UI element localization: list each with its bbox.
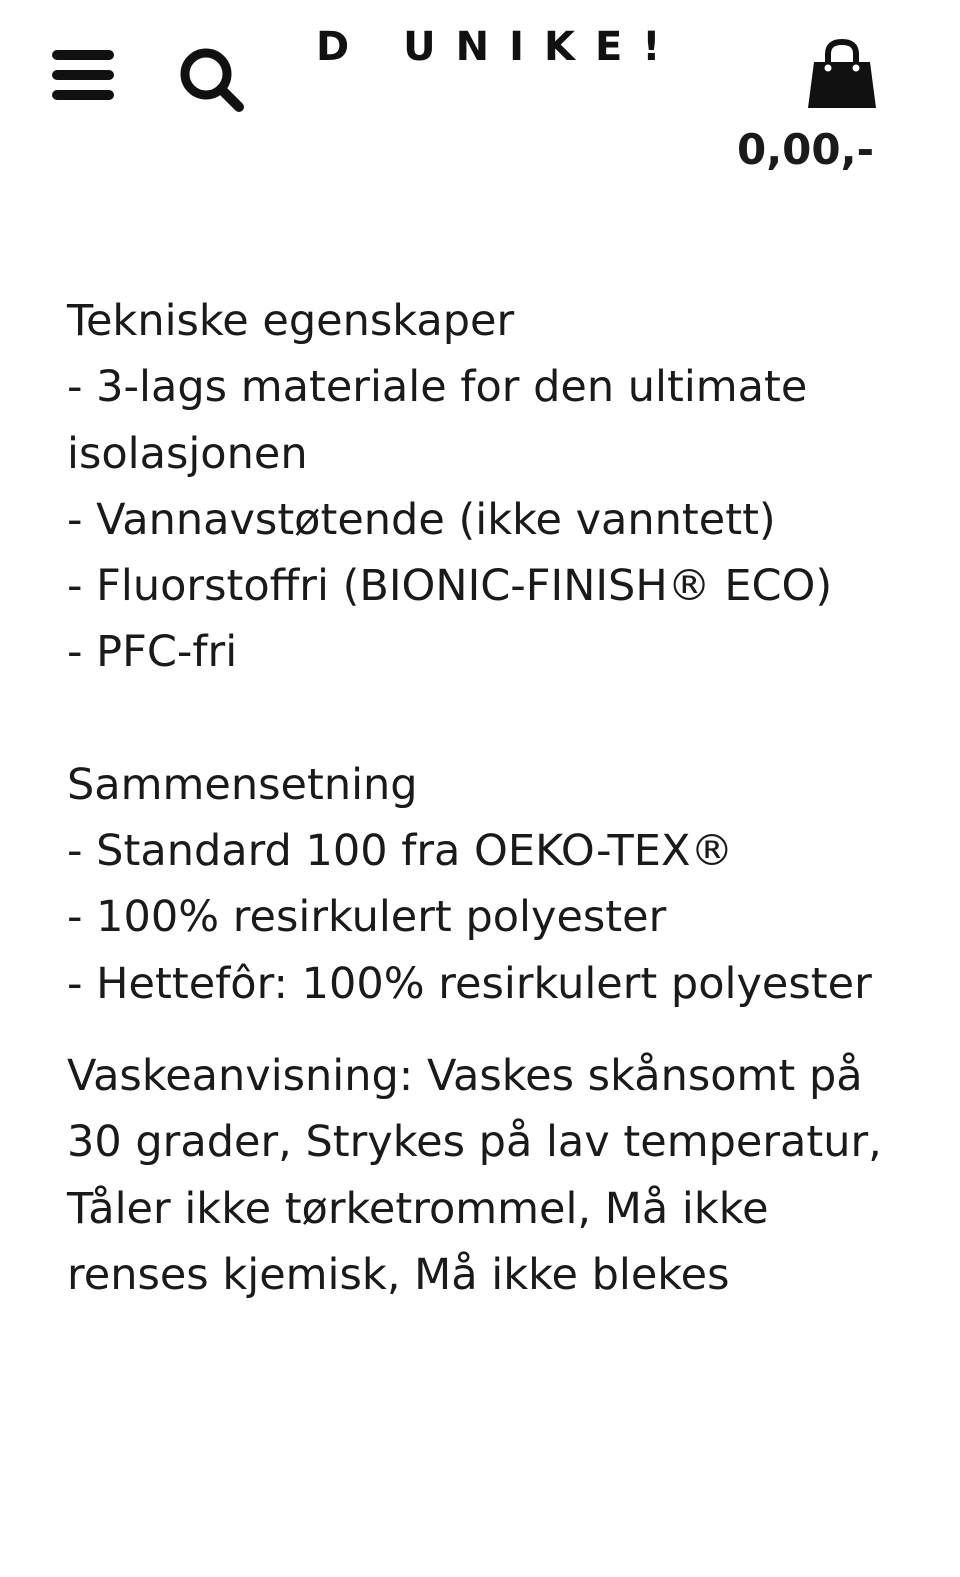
search-button[interactable] (176, 44, 248, 116)
list-item: - Hettefôr: 100% resirkulert polyester (67, 958, 872, 1009)
shopping-bag-icon (804, 36, 880, 114)
list-item: - PFC-fri (67, 627, 238, 678)
product-description (67, 288, 887, 1308)
cart-total[interactable]: 0,00,- (736, 125, 874, 174)
composition-section (67, 752, 887, 1017)
site-header (0, 0, 960, 200)
search-icon (176, 44, 248, 116)
menu-button[interactable] (50, 48, 116, 102)
site-logo[interactable]: D UNIKE! (316, 24, 681, 70)
list-item: - Standard 100 fra OEKO-TEX® (67, 826, 734, 877)
list-item: - 3-lags materiale for den ultimate isolasjonen (67, 362, 808, 479)
technical-properties-section (67, 288, 887, 686)
section-heading: Sammensetning (67, 759, 418, 810)
care-instructions-section (67, 1043, 887, 1308)
list-item: - Vannavstøtende (ikke vanntett) (67, 494, 776, 545)
care-instructions-text: Vaskeanvisning: Vaskes skånsomt på 30 grader, Strykes på lav temperatur, Tåler ikke tørketrommel, Må ikke renses kjemisk, Må ikke blekes (67, 1050, 882, 1300)
list-item: - Fluorstoffri (BIONIC-FINISH® ECO) (67, 561, 833, 612)
list-item: - 100% resirkulert polyester (67, 892, 667, 943)
section-heading: Tekniske egenskaper (67, 296, 515, 346)
cart-button[interactable] (804, 36, 880, 114)
